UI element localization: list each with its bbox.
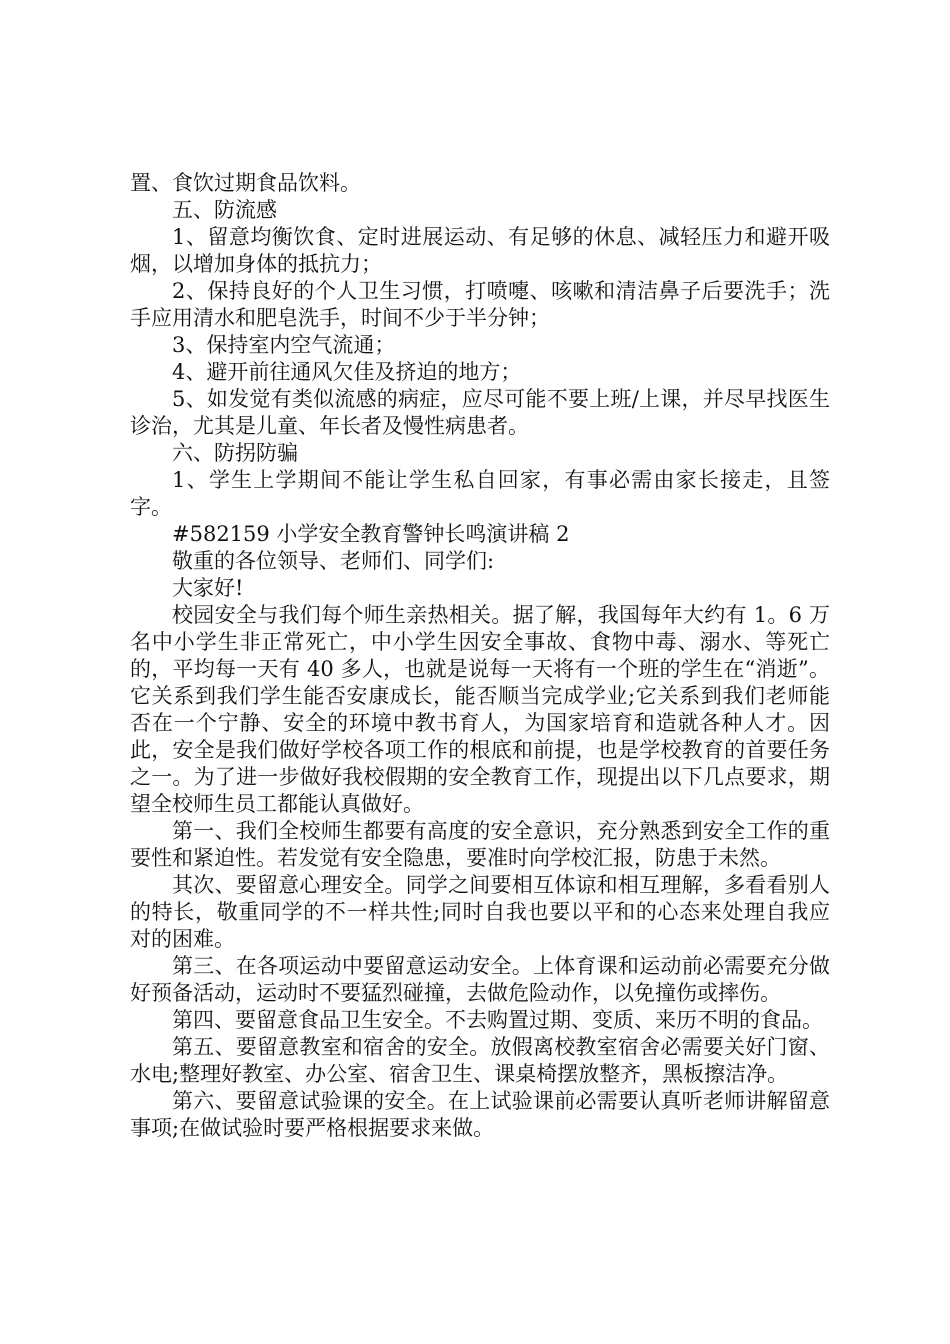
list-item: 2、保持良好的个人卫生习惯，打喷嚏、咳嗽和清洁鼻子后要洗手；洗手应用清水和肥皂洗手，时间不少于半分钟； <box>130 279 830 330</box>
list-item: 1、学生上学期间不能让学生私自回家，有事必需由家长接走，且签字。 <box>130 468 830 519</box>
body-paragraph: 其次、要留意心理安全。同学之间要相互体谅和相互理解，多看看别人的特长，敬重同学的不一样共性;同时自我也要以平和的心态来处理自我应对的困难。 <box>130 873 830 951</box>
body-paragraph: 第四、要留意食品卫生安全。不去购置过期、变质、来历不明的食品。 <box>172 1008 823 1032</box>
body-paragraph: 第三、在各项运动中要留意运动安全。上体育课和运动前必需要充分做好预备活动，运动时不要猛烈碰撞，去做危险动作，以免撞伤或摔伤。 <box>130 954 830 1005</box>
heading-anti-abduction: 六、防拐防骗 <box>172 441 298 465</box>
list-item: 1、留意均衡饮食、定时进展运动、有足够的休息、减轻压力和避开吸烟，以增加身体的抵抗力； <box>130 225 830 276</box>
document-page <box>130 170 830 1142</box>
speech-title: #582159 小学安全教育警钟长鸣演讲稿 2 <box>172 522 570 546</box>
paragraph-continuation: 置、食饮过期食品饮料。 <box>130 171 361 195</box>
body-paragraph: 第六、要留意试验课的安全。在上试验课前必需要认真听老师讲解留意事项;在做试验时要严格根据要求来做。 <box>130 1089 830 1140</box>
body-paragraph: 第五、要留意教室和宿舍的安全。放假离校教室宿舍必需要关好门窗、水电;整理好教室、办公室、宿舍卫生、课桌椅摆放整齐，黑板擦洁净。 <box>130 1035 830 1086</box>
heading-flu-prevention: 五、防流感 <box>172 198 277 222</box>
salutation: 敬重的各位领导、老师们、同学们: <box>172 549 495 573</box>
list-item: 4、避开前往通风欠佳及挤迫的地方； <box>172 360 522 384</box>
body-paragraph: 第一、我们全校师生都要有高度的安全意识，充分熟悉到安全工作的重要性和紧迫性。若发觉有安全隐患，要准时向学校汇报，防患于未然。 <box>130 819 830 870</box>
body-paragraph: 校园安全与我们每个师生亲热相关。据了解，我国每年大约有 1。6 万名中小学生非正常死亡，中小学生因安全事故、食物中毒、溺水、等死亡的，平均每一天有 40 多人，也就是说每一天将有一个班的学生在“消逝”。它关系到我们学生能否安康成长，能否顺当完成学业;它关系到我们老师能否在一个宁静、安全的环境中教书育人，为国家培育和造就各种人才。因此，安全是我们做好学校各项工作的根底和前提，也是学校教育的首要任务之一。为了进一步做好我校假期的安全教育工作，现提出以下几点要求，期望全校师生员工都能认真做好。 <box>130 603 830 816</box>
list-item: 3、保持室内空气流通； <box>172 333 396 357</box>
greeting: 大家好! <box>172 576 244 600</box>
list-item: 5、如发觉有类似流感的病症，应尽可能不要上班/上课，并尽早找医生诊治，尤其是儿童、年长者及慢性病患者。 <box>130 387 830 438</box>
